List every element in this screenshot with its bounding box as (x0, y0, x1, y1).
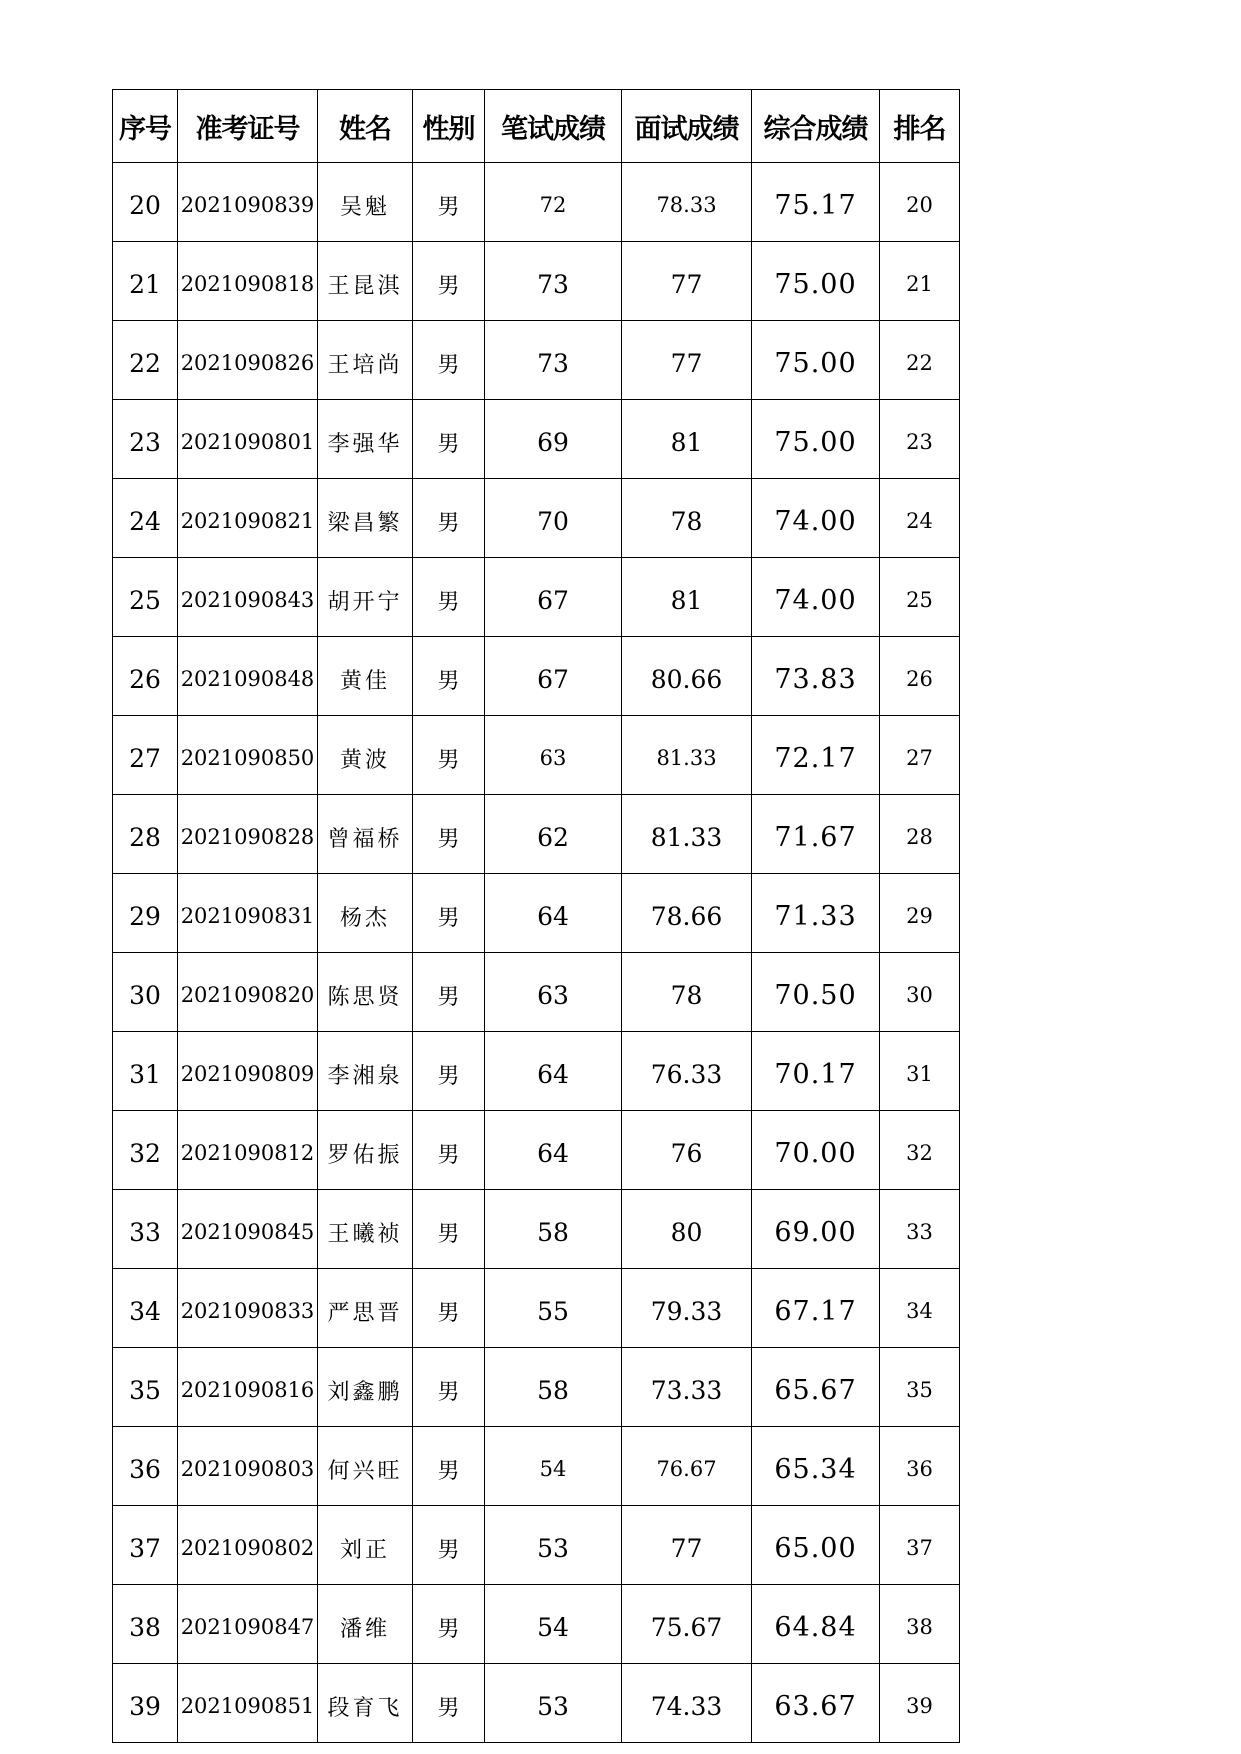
cell-written-score: 63 (485, 716, 622, 795)
cell-gender: 男 (413, 637, 485, 716)
cell-gender: 男 (413, 1190, 485, 1269)
cell-interview-score: 79.33 (622, 1269, 752, 1348)
cell-gender: 男 (413, 716, 485, 795)
cell-gender: 男 (413, 1269, 485, 1348)
cell-seq: 26 (113, 637, 178, 716)
cell-rank: 33 (880, 1190, 960, 1269)
cell-written-score: 58 (485, 1190, 622, 1269)
table-row (113, 1111, 960, 1190)
cell-name: 罗佑振 (318, 1111, 413, 1190)
cell-interview-score: 78 (622, 479, 752, 558)
cell-written-score: 64 (485, 1111, 622, 1190)
cell-exam-id: 2021090821 (178, 479, 318, 558)
cell-seq: 27 (113, 716, 178, 795)
cell-exam-id: 2021090828 (178, 795, 318, 874)
cell-seq: 23 (113, 400, 178, 479)
cell-rank: 20 (880, 163, 960, 242)
cell-gender: 男 (413, 874, 485, 953)
cell-seq: 34 (113, 1269, 178, 1348)
cell-gender: 男 (413, 321, 485, 400)
cell-gender: 男 (413, 558, 485, 637)
header-seq: 序号 (113, 90, 178, 163)
table-row (113, 321, 960, 400)
cell-exam-id: 2021090801 (178, 400, 318, 479)
table-row (113, 479, 960, 558)
cell-interview-score: 80.66 (622, 637, 752, 716)
cell-exam-id: 2021090847 (178, 1585, 318, 1664)
cell-composite-score: 74.00 (752, 479, 880, 558)
cell-composite-score: 71.33 (752, 874, 880, 953)
cell-seq: 30 (113, 953, 178, 1032)
cell-exam-id: 2021090809 (178, 1032, 318, 1111)
cell-gender: 男 (413, 1506, 485, 1585)
header-exam-id: 准考证号 (178, 90, 318, 163)
cell-interview-score: 76 (622, 1111, 752, 1190)
cell-seq: 38 (113, 1585, 178, 1664)
cell-gender: 男 (413, 953, 485, 1032)
table-row (113, 874, 960, 953)
cell-gender: 男 (413, 479, 485, 558)
cell-interview-score: 78.33 (622, 163, 752, 242)
cell-seq: 36 (113, 1427, 178, 1506)
cell-rank: 23 (880, 400, 960, 479)
table-row (113, 637, 960, 716)
cell-written-score: 55 (485, 1269, 622, 1348)
cell-interview-score: 73.33 (622, 1348, 752, 1427)
cell-gender: 男 (413, 1427, 485, 1506)
cell-gender: 男 (413, 1032, 485, 1111)
header-interview-score: 面试成绩 (622, 90, 752, 163)
cell-name: 王培尚 (318, 321, 413, 400)
cell-name: 王曦祯 (318, 1190, 413, 1269)
cell-interview-score: 76.67 (622, 1427, 752, 1506)
cell-name: 曾福桥 (318, 795, 413, 874)
cell-written-score: 72 (485, 163, 622, 242)
cell-written-score: 70 (485, 479, 622, 558)
table-row (113, 1427, 960, 1506)
cell-seq: 28 (113, 795, 178, 874)
cell-composite-score: 70.17 (752, 1032, 880, 1111)
cell-composite-score: 67.17 (752, 1269, 880, 1348)
cell-exam-id: 2021090839 (178, 163, 318, 242)
cell-interview-score: 80 (622, 1190, 752, 1269)
cell-composite-score: 64.84 (752, 1585, 880, 1664)
cell-composite-score: 65.00 (752, 1506, 880, 1585)
cell-name: 胡开宁 (318, 558, 413, 637)
cell-name: 杨杰 (318, 874, 413, 953)
cell-name: 严思晋 (318, 1269, 413, 1348)
cell-written-score: 63 (485, 953, 622, 1032)
cell-written-score: 73 (485, 321, 622, 400)
cell-gender: 男 (413, 163, 485, 242)
table-row (113, 1506, 960, 1585)
cell-written-score: 53 (485, 1506, 622, 1585)
cell-seq: 25 (113, 558, 178, 637)
cell-composite-score: 65.67 (752, 1348, 880, 1427)
cell-interview-score: 77 (622, 242, 752, 321)
cell-exam-id: 2021090831 (178, 874, 318, 953)
cell-written-score: 62 (485, 795, 622, 874)
score-table (112, 89, 960, 1743)
header-written-score: 笔试成绩 (485, 90, 622, 163)
cell-exam-id: 2021090820 (178, 953, 318, 1032)
table-row (113, 716, 960, 795)
cell-gender: 男 (413, 1111, 485, 1190)
cell-written-score: 69 (485, 400, 622, 479)
cell-name: 李湘泉 (318, 1032, 413, 1111)
cell-name: 潘维 (318, 1585, 413, 1664)
cell-exam-id: 2021090826 (178, 321, 318, 400)
cell-rank: 30 (880, 953, 960, 1032)
cell-exam-id: 2021090818 (178, 242, 318, 321)
cell-exam-id: 2021090833 (178, 1269, 318, 1348)
cell-name: 刘鑫鹏 (318, 1348, 413, 1427)
cell-written-score: 53 (485, 1664, 622, 1743)
cell-exam-id: 2021090848 (178, 637, 318, 716)
table-row (113, 558, 960, 637)
cell-rank: 27 (880, 716, 960, 795)
cell-interview-score: 77 (622, 321, 752, 400)
table-row (113, 1190, 960, 1269)
cell-written-score: 54 (485, 1585, 622, 1664)
cell-composite-score: 69.00 (752, 1190, 880, 1269)
cell-name: 陈思贤 (318, 953, 413, 1032)
table-row (113, 1269, 960, 1348)
table-row (113, 400, 960, 479)
cell-composite-score: 75.00 (752, 400, 880, 479)
cell-written-score: 67 (485, 637, 622, 716)
cell-name: 段育飞 (318, 1664, 413, 1743)
cell-rank: 31 (880, 1032, 960, 1111)
cell-exam-id: 2021090816 (178, 1348, 318, 1427)
cell-gender: 男 (413, 1664, 485, 1743)
cell-interview-score: 77 (622, 1506, 752, 1585)
table-row (113, 1348, 960, 1427)
cell-written-score: 73 (485, 242, 622, 321)
header-composite-score: 综合成绩 (752, 90, 880, 163)
table-body (113, 163, 960, 1743)
cell-seq: 24 (113, 479, 178, 558)
cell-seq: 22 (113, 321, 178, 400)
cell-seq: 20 (113, 163, 178, 242)
cell-composite-score: 75.00 (752, 242, 880, 321)
cell-written-score: 64 (485, 1032, 622, 1111)
cell-rank: 39 (880, 1664, 960, 1743)
cell-written-score: 64 (485, 874, 622, 953)
cell-interview-score: 81.33 (622, 795, 752, 874)
cell-composite-score: 72.17 (752, 716, 880, 795)
cell-rank: 22 (880, 321, 960, 400)
cell-composite-score: 63.67 (752, 1664, 880, 1743)
cell-interview-score: 81 (622, 400, 752, 479)
cell-seq: 35 (113, 1348, 178, 1427)
cell-rank: 25 (880, 558, 960, 637)
cell-rank: 34 (880, 1269, 960, 1348)
cell-seq: 33 (113, 1190, 178, 1269)
cell-composite-score: 74.00 (752, 558, 880, 637)
cell-interview-score: 74.33 (622, 1664, 752, 1743)
cell-name: 何兴旺 (318, 1427, 413, 1506)
cell-gender: 男 (413, 1348, 485, 1427)
header-gender: 性别 (413, 90, 485, 163)
cell-composite-score: 75.17 (752, 163, 880, 242)
table-row (113, 1664, 960, 1743)
cell-exam-id: 2021090850 (178, 716, 318, 795)
cell-written-score: 54 (485, 1427, 622, 1506)
header-row (113, 90, 960, 163)
cell-seq: 29 (113, 874, 178, 953)
table-row (113, 1032, 960, 1111)
table-row (113, 1585, 960, 1664)
header-rank: 排名 (880, 90, 960, 163)
cell-gender: 男 (413, 242, 485, 321)
table-row (113, 953, 960, 1032)
cell-exam-id: 2021090802 (178, 1506, 318, 1585)
cell-interview-score: 78.66 (622, 874, 752, 953)
cell-rank: 36 (880, 1427, 960, 1506)
cell-exam-id: 2021090803 (178, 1427, 318, 1506)
cell-rank: 28 (880, 795, 960, 874)
cell-name: 黄佳 (318, 637, 413, 716)
cell-name: 刘正 (318, 1506, 413, 1585)
cell-exam-id: 2021090845 (178, 1190, 318, 1269)
cell-interview-score: 75.67 (622, 1585, 752, 1664)
cell-name: 李强华 (318, 400, 413, 479)
cell-gender: 男 (413, 1585, 485, 1664)
cell-written-score: 58 (485, 1348, 622, 1427)
cell-rank: 26 (880, 637, 960, 716)
cell-rank: 24 (880, 479, 960, 558)
cell-rank: 32 (880, 1111, 960, 1190)
cell-name: 王昆淇 (318, 242, 413, 321)
table-row (113, 163, 960, 242)
cell-seq: 21 (113, 242, 178, 321)
cell-composite-score: 75.00 (752, 321, 880, 400)
cell-interview-score: 81.33 (622, 716, 752, 795)
header-name: 姓名 (318, 90, 413, 163)
cell-seq: 37 (113, 1506, 178, 1585)
cell-name: 黄波 (318, 716, 413, 795)
cell-composite-score: 73.83 (752, 637, 880, 716)
cell-rank: 29 (880, 874, 960, 953)
cell-name: 吴魁 (318, 163, 413, 242)
cell-gender: 男 (413, 400, 485, 479)
cell-seq: 31 (113, 1032, 178, 1111)
table-row (113, 242, 960, 321)
cell-name: 梁昌繁 (318, 479, 413, 558)
cell-rank: 35 (880, 1348, 960, 1427)
cell-interview-score: 81 (622, 558, 752, 637)
cell-exam-id: 2021090851 (178, 1664, 318, 1743)
cell-rank: 38 (880, 1585, 960, 1664)
cell-composite-score: 70.00 (752, 1111, 880, 1190)
cell-rank: 21 (880, 242, 960, 321)
cell-interview-score: 78 (622, 953, 752, 1032)
cell-rank: 37 (880, 1506, 960, 1585)
cell-composite-score: 71.67 (752, 795, 880, 874)
cell-exam-id: 2021090812 (178, 1111, 318, 1190)
cell-exam-id: 2021090843 (178, 558, 318, 637)
table-row (113, 795, 960, 874)
cell-written-score: 67 (485, 558, 622, 637)
cell-interview-score: 76.33 (622, 1032, 752, 1111)
cell-composite-score: 65.34 (752, 1427, 880, 1506)
cell-seq: 39 (113, 1664, 178, 1743)
cell-gender: 男 (413, 795, 485, 874)
cell-composite-score: 70.50 (752, 953, 880, 1032)
cell-seq: 32 (113, 1111, 178, 1190)
